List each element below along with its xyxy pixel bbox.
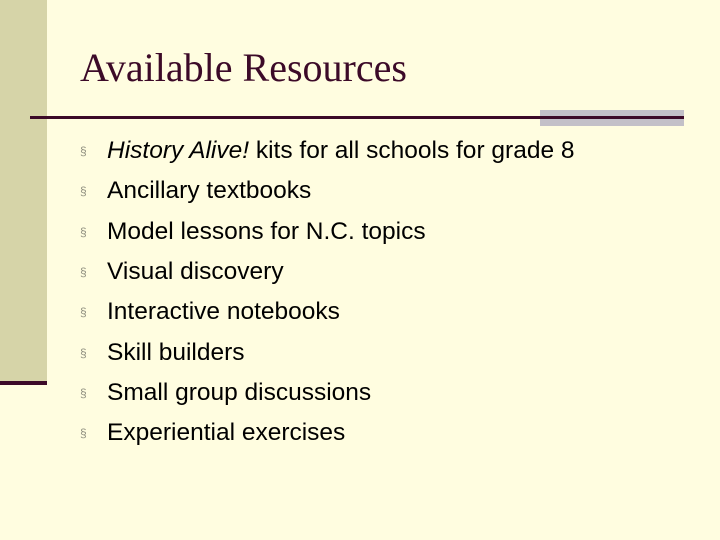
bullet-item — [80, 212, 575, 252]
bullet-icon: § — [80, 224, 87, 239]
bullet-item — [80, 252, 575, 292]
bullet-item — [80, 171, 575, 211]
bullet-text: Experiential exercises — [107, 419, 346, 447]
bullet-item — [80, 332, 575, 372]
bullet-text: Skill builders — [107, 338, 245, 366]
bullet-item — [80, 413, 575, 453]
bullet-text: Model lessons for N.C. topics — [107, 217, 426, 245]
bullet-text: Interactive notebooks — [107, 298, 340, 326]
bullet-list — [80, 131, 575, 453]
bullet-item — [80, 292, 575, 332]
bullet-item — [80, 131, 575, 171]
side-decor-bar — [0, 0, 47, 381]
bullet-text: Ancillary textbooks — [107, 177, 312, 205]
bullet-icon: § — [80, 305, 87, 320]
title-rule-overlay — [540, 116, 684, 119]
bullet-icon: § — [80, 385, 87, 400]
bullet-text-emphasis: History Alive! — [107, 137, 250, 165]
bullet-icon: § — [80, 345, 87, 360]
bullet-item — [80, 373, 575, 413]
bullet-text: Small group discussions — [107, 378, 372, 406]
bullet-text: Visual discovery — [107, 258, 284, 286]
bullet-text-rest: kits for all schools for grade 8 — [249, 137, 575, 165]
slide-title: Available Resources — [80, 45, 407, 90]
side-decor-bar-accent — [0, 381, 47, 385]
bullet-icon: § — [80, 144, 87, 159]
bullet-icon: § — [80, 265, 87, 280]
bullet-text — [107, 137, 575, 165]
bullet-icon: § — [80, 184, 87, 199]
bullet-icon: § — [80, 426, 87, 441]
